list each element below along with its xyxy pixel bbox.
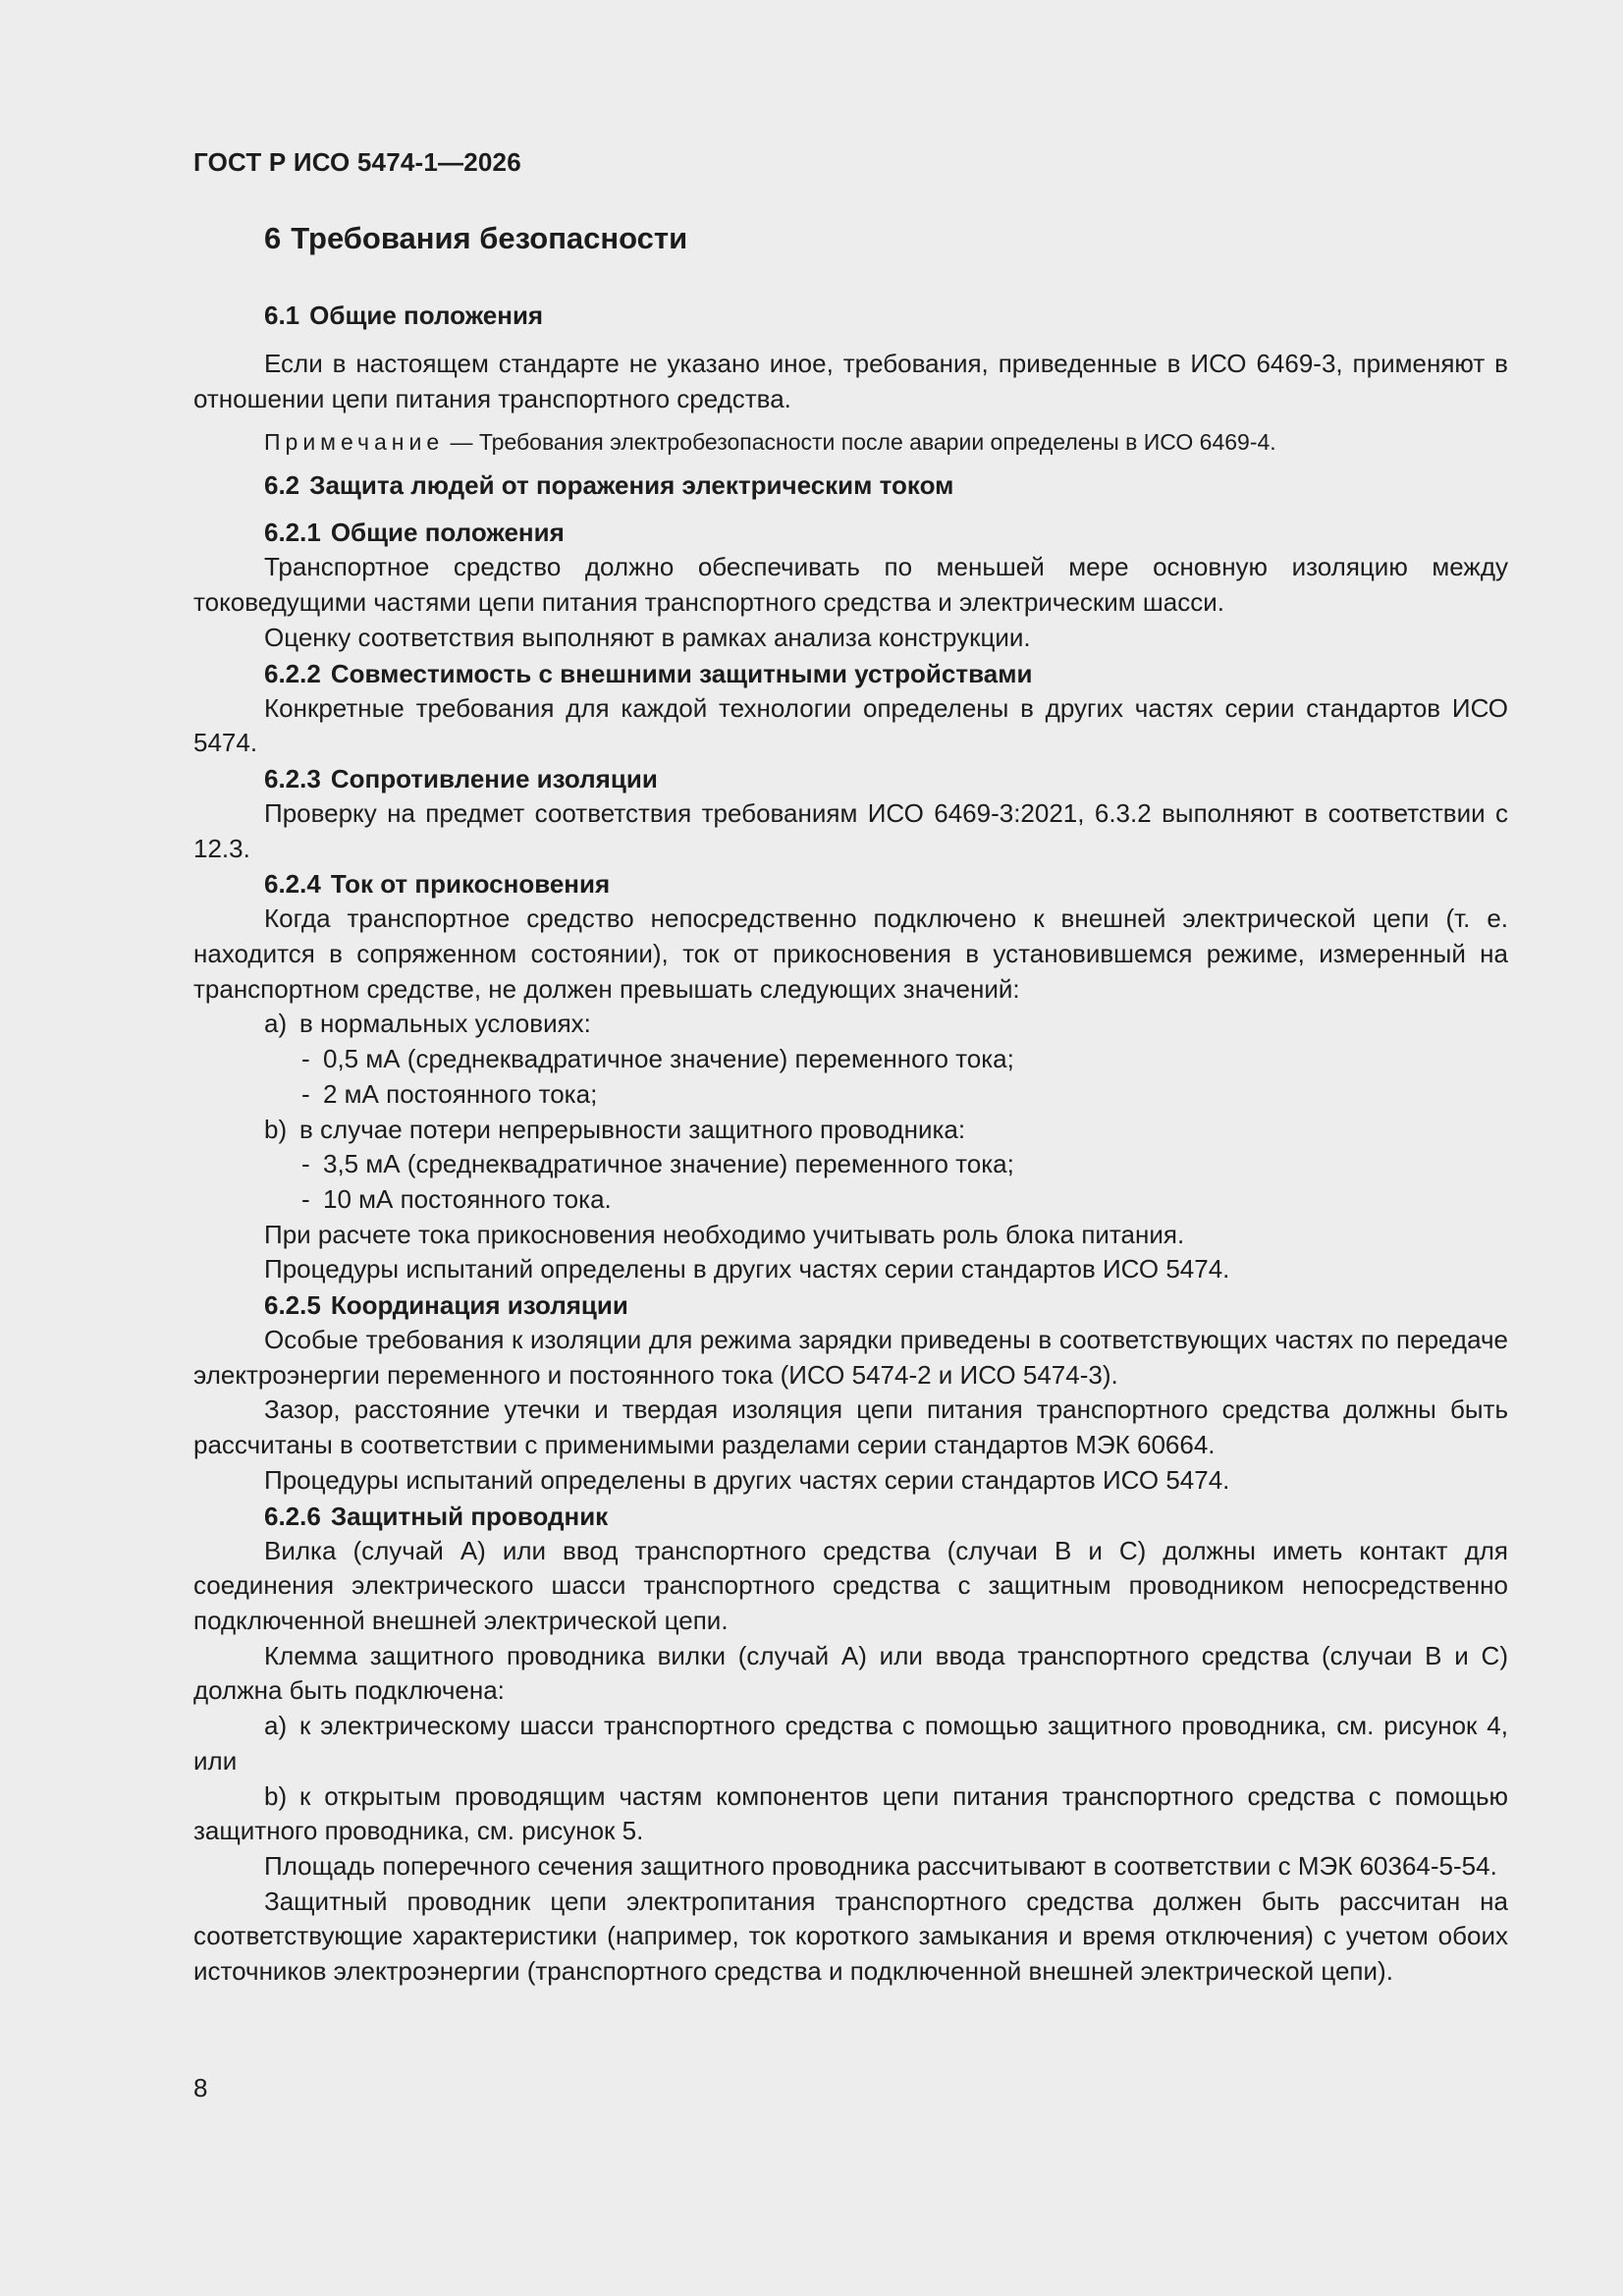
sub-list-item: [193, 1182, 1508, 1218]
list-item: [193, 1779, 1508, 1849]
heading-number: 6.2.4: [264, 869, 321, 900]
heading-number: 6.2.6: [264, 1501, 321, 1531]
list-item: [193, 1007, 1508, 1042]
paragraph: Особые требования к изоляции для режима зарядки приведены в соответствующих частях по передаче электроэнергии переменного и постоянного тока (ИСО 5474-2 и ИСО 5474-3).: [193, 1325, 1508, 1390]
sub-list-text: 10 мА постоянного тока.: [323, 1183, 612, 1214]
paragraph: Защитный проводник цепи электропитания транспортного средства должен быть рассчитан на соответствующие характеристики (например, ток короткого замыкания и время отключения) с учетом обоих источников электроэнергии (транспортного средства и подключенной внешней электрической цепи).: [193, 1886, 1508, 1987]
sub-list-item: [193, 1042, 1508, 1077]
heading-text: Защита людей от поражения электрическим током: [309, 470, 954, 501]
paragraph: Если в настоящем стандарте не указано иное, требования, приведенные в ИСО 6469-3, применяют в отношении цепи питания транспортного средства.: [193, 349, 1508, 413]
heading-text: Защитный проводник: [330, 1501, 609, 1531]
heading-number: 6.2.5: [264, 1290, 321, 1321]
heading-6-2-5: [264, 1287, 1508, 1323]
paragraph: Процедуры испытаний определены в других частях серии стандартов ИСО 5474.: [264, 1254, 1230, 1285]
sub-list-text: 0,5 мА (среднеквадратичное значение) переменного тока;: [323, 1044, 1014, 1074]
paragraph: Конкретные требования для каждой технологии определены в других частях серии стандартов ИСО 5474.: [193, 692, 1508, 758]
list-text: в случае потери непрерывности защитного проводника:: [299, 1114, 966, 1144]
list-text: к открытым проводящим частям компонентов цепи питания транспортного средства с помощью защитного проводника, см. рисунок 5.: [193, 1780, 1508, 1846]
paragraph: Оценку соответствия выполняют в рамках анализа конструкции.: [264, 622, 1031, 652]
heading-text: Ток от прикосновения: [330, 869, 611, 900]
sub-list-text: 3,5 мА (среднеквадратичное значение) переменного тока;: [323, 1149, 1014, 1179]
list-label: b): [264, 1780, 288, 1811]
paragraph: Вилка (случай А) или ввод транспортного средства (случаи В и С) должны иметь контакт для соединения электрического шасси транспортного средства с защитным проводником непосредственно подключенной внешней электрической цепи.: [193, 1535, 1508, 1635]
heading-text: Общие положения: [330, 518, 565, 548]
list-text: в нормальных условиях:: [299, 1009, 591, 1039]
heading-text: Координация изоляции: [330, 1290, 628, 1321]
heading-number: 6.1: [264, 301, 300, 330]
list-text: к электрическому шасси транспортного средства с помощью защитного проводника, см. рисунок 4, или: [193, 1711, 1508, 1776]
page-number: 8: [193, 2073, 208, 2103]
list-item: [193, 1113, 1508, 1148]
heading-number: 6.2: [264, 470, 300, 501]
list-label: a): [264, 1711, 288, 1741]
dash-marker: -: [301, 1149, 310, 1179]
heading-6-2-2: [264, 656, 1508, 691]
heading-6-2-1: [264, 515, 1508, 550]
note-text: — Требования электробезопасности после аварии определены в ИСО 6469-4.: [444, 429, 1276, 456]
dash-marker: -: [301, 1183, 310, 1214]
list-item: [193, 1709, 1508, 1778]
heading-6-2: [264, 467, 1508, 503]
section-number: 6: [264, 221, 282, 255]
paragraph: При расчете тока прикосновения необходимо учитывать роль блока питания.: [264, 1219, 1185, 1249]
paragraph: Клемма защитного проводника вилки (случай А) или ввода транспортного средства (случаи В и С) должна быть подключена:: [193, 1640, 1508, 1706]
sub-list-item: [193, 1077, 1508, 1113]
heading-text: Сопротивление изоляции: [330, 763, 658, 793]
sub-list-text: 2 мА постоянного тока;: [323, 1078, 598, 1109]
dash-marker: -: [301, 1044, 310, 1074]
document-header: ГОСТ Р ИСО 5474-1—2026: [193, 147, 521, 177]
heading-number: 6.2.3: [264, 763, 321, 793]
heading-6-2-6: [264, 1499, 1508, 1534]
heading-text: Общие положения: [309, 301, 544, 330]
note: [264, 426, 1508, 458]
heading-6-2-4: [264, 866, 1508, 902]
heading-number: 6.2.2: [264, 658, 321, 688]
list-label: a): [264, 1009, 288, 1039]
paragraph: Зазор, расстояние утечки и твердая изоляция цепи питания транспортного средства должны быть рассчитаны в соответствии с применимыми разделами серии стандартов МЭК 60664.: [193, 1394, 1508, 1460]
heading-text: Совместимость с внешними защитными устройствами: [330, 658, 1033, 688]
paragraph: Проверку на предмет соответствия требованиям ИСО 6469-3:2021, 6.3.2 выполняют в соответствии с 12.3.: [193, 797, 1508, 863]
section-6-title: [264, 221, 1508, 256]
dash-marker: -: [301, 1078, 310, 1109]
paragraph: Когда транспортное средство непосредственно подключено к внешней электрической цепи (т. е. находится в сопряженном состоянии), ток от прикосновения в установившемся режиме, измеренный на транспортном средстве, не должен превышать следующих значений:: [193, 903, 1508, 1004]
list-label: b): [264, 1114, 288, 1144]
heading-6-1: [264, 298, 1508, 333]
page-content: [193, 221, 1508, 1990]
heading-6-2-3: [264, 761, 1508, 796]
sub-list-item: [193, 1147, 1508, 1182]
heading-number: 6.2.1: [264, 518, 321, 548]
note-label: Примечание: [264, 429, 445, 456]
section-title-text: Требования безопасности: [291, 221, 688, 255]
paragraph: Площадь поперечного сечения защитного проводника рассчитывают в соответствии с МЭК 60364-5-54.: [264, 1850, 1497, 1881]
paragraph: Транспортное средство должно обеспечивать по меньшей мере основную изоляцию между токоведущими частями цепи питания транспортного средства и электрическим шасси.: [193, 552, 1508, 618]
paragraph: Процедуры испытаний определены в других частях серии стандартов ИСО 5474.: [264, 1464, 1230, 1495]
